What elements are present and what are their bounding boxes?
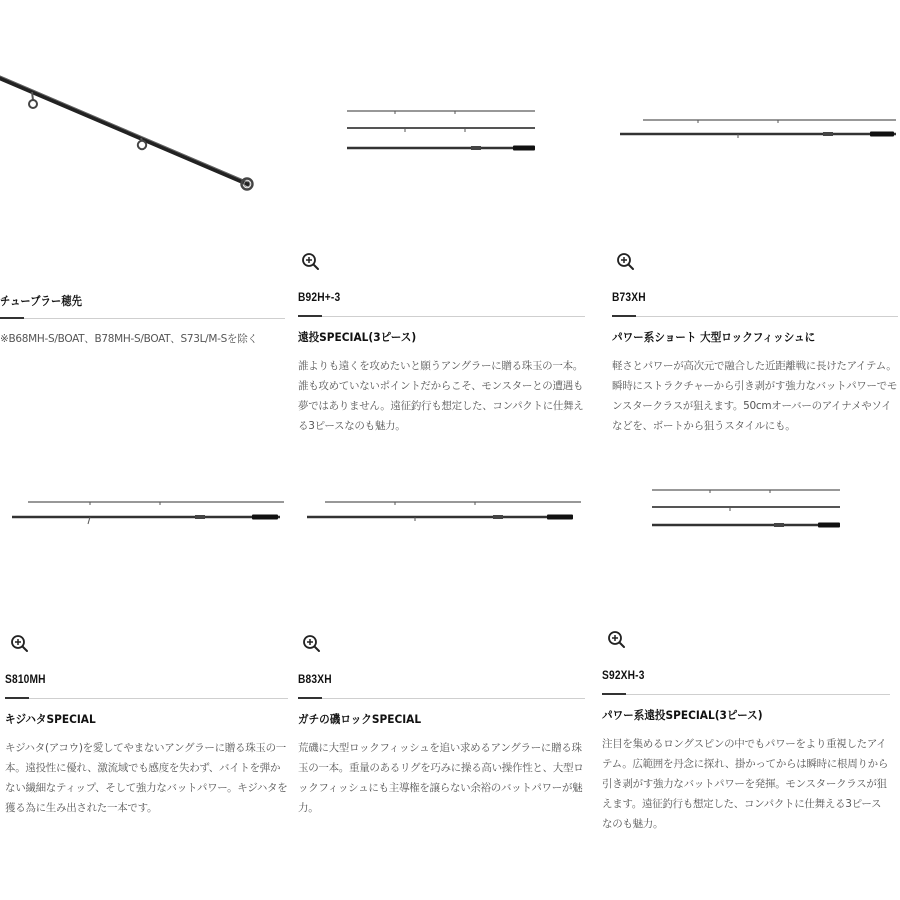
product-subtitle: パワー系遠投SPECIAL(3ピース) — [602, 708, 763, 722]
product-card-s810mh — [0, 440, 290, 880]
title-divider — [0, 318, 285, 319]
model-code: S92XH-3 — [602, 668, 645, 682]
product-card-s92xh-3 — [600, 440, 900, 880]
card-footnote: ※B68MH-S/BOAT、B78MH-S/BOAT、S73L/M-Sを除く — [0, 333, 258, 345]
product-subtitle: 遠投SPECIAL(3ピース) — [298, 330, 417, 344]
model-divider — [612, 316, 898, 317]
product-subtitle: パワー系ショート 大型ロックフィッシュに — [612, 330, 816, 344]
zoom-in-icon[interactable] — [302, 634, 322, 654]
rod-2piece-image[interactable] — [305, 494, 585, 528]
product-card-b73xh — [610, 0, 900, 440]
rod-3piece-image[interactable] — [650, 482, 845, 532]
product-card-tubular-tip — [0, 0, 290, 360]
zoom-in-icon[interactable] — [616, 252, 636, 272]
model-code: B92H+-3 — [298, 290, 341, 304]
model-code: S810MH — [5, 672, 46, 686]
product-subtitle: ガチの磯ロックSPECIAL — [298, 712, 422, 726]
model-code: B73XH — [612, 290, 646, 304]
product-card-b83xh — [297, 440, 587, 880]
zoom-in-icon[interactable] — [301, 252, 321, 272]
product-subtitle: キジハタSPECIAL — [5, 712, 96, 726]
rod-tip-closeup-image — [0, 60, 290, 200]
card-title: チューブラー穂先 — [0, 294, 83, 308]
rod-3piece-image[interactable] — [345, 100, 540, 160]
product-description: 注目を集めるロングスピンの中でもパワーをより重視したアイテム。広範囲を丹念に探れ、掛かってからは瞬時に根周りから引き剥がす強力なバットパワーを発揮。モンスタークラスが狙えます。遠征釣行も想定した、コンパクトに仕舞える3ピースなのも魅力。 — [602, 738, 889, 830]
product-description: 荒磯に大型ロックフィッシュを追い求めるアングラーに贈る珠玉の一本。重量のあるリグを巧みに操る高い操作性と、大型ロックフィッシュにも主導権を譲らない余裕のバットパワーが魅力。 — [298, 742, 584, 814]
rod-2piece-image[interactable] — [10, 494, 290, 528]
model-divider — [5, 698, 288, 699]
zoom-in-icon[interactable] — [607, 630, 627, 650]
product-card-b92h-3 — [297, 0, 587, 440]
product-description: 誰よりも遠くを攻めたいと願うアングラーに贈る珠玉の一本。誰も攻めていないポイントだからこそ、モンスターとの遭遇も夢ではありません。遠征釣行も想定した、コンパクトに仕舞える3ピースなのも魅力。 — [298, 360, 584, 432]
rod-2piece-image[interactable] — [618, 112, 898, 142]
model-divider — [298, 698, 585, 699]
product-description: キジハタ(アコウ)を愛してやまないアングラーに贈る珠玉の一本。遠投性に優れ、激流域でも感度を失わず、バイトを弾かない繊細なティップ、そして強力なバットパワー。キジハタを獲る為に生み出された一本です。 — [5, 742, 288, 814]
product-description: 軽さとパワーが高次元で融合した近距離戦に長けたアイテム。瞬時にストラクチャーから引き剥がす強力なバットパワーでモンスタークラスが狙えます。50cmオーバーのアイナメやソイなどを、ボートから狙うスタイルにも。 — [612, 360, 898, 432]
model-code: B83XH — [298, 672, 332, 686]
model-divider — [602, 694, 890, 695]
model-divider — [298, 316, 585, 317]
zoom-in-icon[interactable] — [10, 634, 30, 654]
